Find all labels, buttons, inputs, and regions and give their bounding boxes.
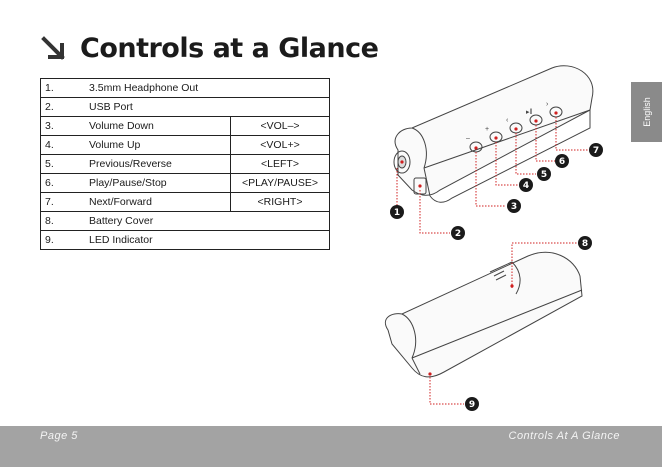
- callout-number: 1: [393, 208, 401, 218]
- player-rear-view: [385, 252, 582, 377]
- callout-number: 9: [468, 400, 476, 410]
- item-label: Volume Up: [83, 136, 231, 155]
- callout-number: 5: [540, 170, 548, 180]
- dot-1: [400, 160, 403, 163]
- player-front-view: [394, 66, 593, 203]
- item-number: 8.: [41, 212, 84, 231]
- dot-4: [494, 136, 497, 139]
- item-key: <PLAY/PAUSE>: [231, 174, 330, 193]
- svg-text:–: –: [466, 135, 470, 142]
- dot-9: [428, 372, 431, 375]
- callout-badge-3: [507, 199, 521, 213]
- language-tab-label: English: [641, 97, 652, 127]
- item-key: <VOL–>: [231, 117, 330, 136]
- dot-8: [510, 284, 513, 287]
- item-label: 3.5mm Headphone Out: [83, 79, 330, 98]
- footer-section-title: Controls At A Glance: [508, 430, 620, 442]
- page-number: Page 5: [40, 430, 78, 442]
- svg-text:+: +: [485, 126, 490, 133]
- item-number: 7.: [41, 193, 84, 212]
- item-label: LED Indicator: [83, 231, 330, 250]
- callout-badge-7: [589, 143, 603, 157]
- callout-badge-6: [555, 154, 569, 168]
- item-number: 9.: [41, 231, 84, 250]
- callout-number: 6: [558, 157, 566, 167]
- dot-6: [534, 119, 537, 122]
- callout-number: 3: [510, 202, 518, 212]
- item-label: Previous/Reverse: [83, 155, 231, 174]
- callout-number: 7: [592, 146, 600, 156]
- svg-text:‹: ‹: [506, 117, 509, 124]
- dot-5: [514, 127, 517, 130]
- item-key: <RIGHT>: [231, 193, 330, 212]
- item-number: 6.: [41, 174, 84, 193]
- item-label: Play/Pause/Stop: [83, 174, 231, 193]
- callout-number: 8: [581, 239, 589, 249]
- callout-badge-5: [537, 167, 551, 181]
- callout-number: 2: [454, 229, 462, 239]
- svg-text:›: ›: [546, 101, 549, 108]
- dot-3: [474, 146, 477, 149]
- item-number: 4.: [41, 136, 84, 155]
- page-title: Controls at a Glance: [80, 33, 379, 64]
- callout-badge-1: [390, 205, 404, 219]
- dot-7: [554, 111, 557, 114]
- callout-badge-2: [451, 226, 465, 240]
- svg-text:▸‖: ▸‖: [526, 109, 533, 116]
- item-label: Volume Down: [83, 117, 231, 136]
- item-number: 5.: [41, 155, 84, 174]
- item-number: 2.: [41, 98, 84, 117]
- callout-badge-8: [578, 236, 592, 250]
- callout-badge-4: [519, 178, 533, 192]
- item-label: Battery Cover: [83, 212, 330, 231]
- item-label: Next/Forward: [83, 193, 231, 212]
- callout-number: 4: [522, 181, 530, 191]
- item-key: <VOL+>: [231, 136, 330, 155]
- item-number: 3.: [41, 117, 84, 136]
- item-key: <LEFT>: [231, 155, 330, 174]
- dot-2: [418, 184, 421, 187]
- item-label: USB Port: [83, 98, 330, 117]
- item-number: 1.: [41, 79, 84, 98]
- callout-badge-9: [465, 397, 479, 411]
